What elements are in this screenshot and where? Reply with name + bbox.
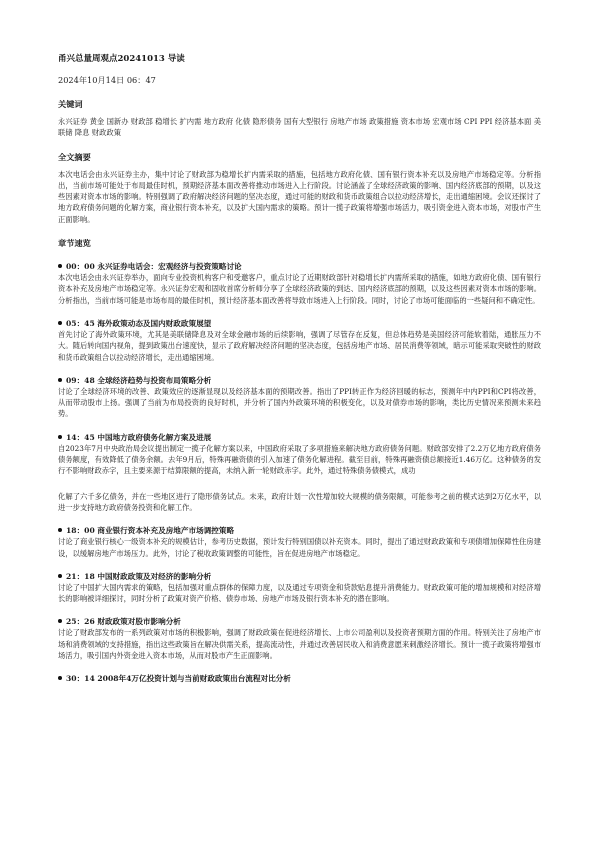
keywords-text: 永兴证券 黄金 国新办 财政部 稳增长 扩内需 地方政府 化债 隐形债务 国有大型银行 房地产市场 政策措施 资本市场 宏观市场 CPI PPI 经济基本面 美联储 降息 财政政策: [58, 117, 541, 138]
chapter-body: 讨论了财政部发布的一系列政策对市场的积极影响，强调了财政政策在促进经济增长、上市公司盈利以及投资者预期方面的作用。特别关注了房地产市场和消费领域的支持措施，指出这些政策旨在解决供需关系，提高流动性，并通过改善居民收入和消费意愿来刺激经济增长。预计一揽子政策将增强市场活力，吸引国内外资金进入资本市场，从而对股市产生正面影响。: [58, 628, 541, 661]
chapter-item: [58, 525, 541, 559]
chapters-heading: 章节速览: [58, 238, 91, 249]
chapter-title: 00：00 永兴证券电话会：宏观经济与投资策略讨论: [58, 261, 541, 272]
chapter-title: 21：18 中国财政政策及对经济的影响分析: [58, 571, 541, 582]
chapter-item: [58, 571, 541, 605]
chapter-title: 05：45 海外政策动态及国内财政政策展望: [58, 318, 541, 329]
bullet-icon: [58, 528, 62, 532]
keywords-heading: 关键词: [58, 99, 83, 109]
bullet-icon: [58, 264, 62, 268]
chapter-item: [58, 318, 541, 363]
chapter-title: 30：14 2008年4万亿投资计划与当前财政政策出台流程对比分析: [58, 673, 541, 684]
bullet-icon: [58, 619, 62, 623]
chapter-body: 讨论了中国扩大国内需求的策略，包括加强对重点群体的保障力度，以及通过专项资金和贷款贴息提升消费能力。财政政策可能的增加规模和对经济增长的影响被详细探讨，同时分析了政策对资产价格、债券市场、房地产市场及银行资本补充的潜在影响。: [58, 582, 541, 604]
chapter-item: [58, 673, 541, 684]
chapter-body: 讨论了商业银行核心一级资本补充的规模估计，参考历史数据，预计发行特别国债以补充资本。同时，提出了通过财政政策和专项债增加保障性住房建设，以缓解房地产市场压力。此外，讨论了税收政策调整的可能性，旨在促进房地产市场稳定。: [58, 537, 541, 558]
chapter-item: [58, 375, 541, 420]
bullet-icon: [58, 676, 62, 680]
chapter-title: 09：48 全球经济趋势与投资布局策略分析: [58, 375, 541, 386]
doc-date: 2024年10月14日 06：47: [58, 75, 156, 85]
bullet-icon: [58, 435, 62, 439]
bullet-icon: [58, 378, 62, 382]
chapter-body-continued: 化解了六千多亿债务，并在一些地区进行了隐形债务试点。未来，政府计划一次性增加较大规模的债务限额，可能参考之前的模式达到2万亿水平，以进一步支持地方政府债务投资和化解工作。: [58, 491, 541, 512]
chapter-body: 讨论了全球经济环境的改善、政策效应的逐渐显现以及经济基本面的预期改善。指出了PPI转正作为经济回暖的标志，预测年中内PPI和CPI将改善，从而带动股市上扬。强调了当前为布局投资的良好时机，并分析了国内外政策环境的积极变化，以及对债券市场的影响，类比历史情况来预测未来趋势。: [58, 386, 541, 419]
chapter-body: 首先讨论了海外政策环境，尤其是美联储降息及对全球金融市场的后续影响，强调了尽管存在反复，但总体趋势是美国经济可能软着陆，通胀压力不大。随后转向国内视角，提到政策出台速度快，显示了政府解决经济问题的坚决态度，包括房地产市场、居民消费等领域，暗示可能采取突破性的财政和货币政策组合以拉动经济增长，走出通缩困境。: [58, 329, 541, 362]
chapter-title: 18：00 商业银行资本补充及房地产市场调控策略: [58, 525, 541, 536]
chapter-item: [58, 432, 541, 513]
chapter-body: 本次电话会由永兴证券举办，面向专业投资机构客户和受邀客户，重点讨论了近期财政部针对稳增长扩内需所采取的措施，如地方政府化债、国有银行资本补充及房地产市场稳定等。永兴证券宏观和固收首席分析师分享了全球经济政策的到达、国内经济底部的预期，以及这些因素对资本市场的影响。分析指出，当前市场可能是市场布局的最佳时机，预计经济基本面改善将导致市场进入上行阶段。同时，讨论了市场可能面临的一些疑问和不确定性。: [58, 273, 541, 305]
doc-title: 甬兴总量周观点20241013 导读: [58, 54, 185, 64]
bullet-icon: [58, 321, 62, 325]
bullet-icon: [58, 574, 62, 578]
chapter-body: 自2023年7月中央政治局会议提出制定一揽子化解方案以来，中国政府采取了多项措施来解决地方政府债务问题。财政部安排了2.2万亿地方政府债务债务额度，有效降低了债务余额。去年9月后，特殊再融资债的引入加速了债务化解进程。截至目前，特殊再融资债总额接近1.46万亿。这种债务的发行不影响财政赤字，且主要来源于结算限额的提高，未纳入新一轮财政赤字。此外，通过特殊债务债模式，成功: [58, 443, 541, 476]
chapter-title: 25：26 财政政策对股市影响分析: [58, 616, 541, 627]
summary-text: 本次电话会由永兴证券主办，集中讨论了财政部为稳增长扩内需采取的措施，包括地方政府化债、国有银行资本补充以及房地产市场稳定等。分析指出，当前市场可能处于布局最佳时机，预期经济基本面改善将推动市场进入上行阶段。讨论涵盖了全球经济政策的影响、国内经济底部的预期，以及这些因素对资本市场的影响。特别强调了政府解决经济问题的坚决态度，通过可能的财政和货币政策组合以拉动经济增长，走出通缩困境。会议还探讨了地方政府债务问题的化解方案，商业银行资本补充，以及扩大国内需求的策略。预计一揽子政策将增强市场活力，吸引资金进入资本市场，对股市产生正面影响。: [58, 169, 541, 224]
chapter-item: [58, 261, 541, 306]
summary-heading: 全文摘要: [58, 151, 91, 162]
chapter-title: 14：45 中国地方政府债务化解方案及进展: [58, 432, 541, 443]
chapter-item: [58, 616, 541, 661]
